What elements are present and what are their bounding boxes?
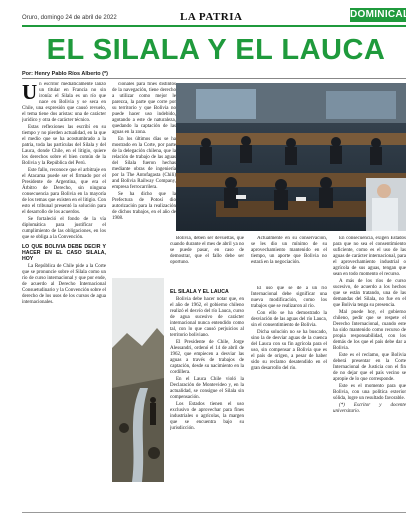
paragraph: Actualmente en su conservación, se les dio un mínimo de su aprovechamiento mantenido en el tiempo, un aporte que Bolivia no estará en la negociación. xyxy=(251,236,327,265)
paragraph: A más de los ríos de curso sucesivo, de acuerdo a los hechos que se están tratando, una de las demandas del Silala, no fue en el que Bolivia tenga su presencia. xyxy=(333,279,406,308)
article-column-4 xyxy=(251,236,327,280)
paragraph: La República de Chile pide a la Corte que se pronuncie sobre el Silala como un río de curso internacional y que por ende, de acuerdo al Derecho Internacional Consuetudinario y la Convención sobre el derecho de los usos de los cursos de agua internacionales. xyxy=(22,264,106,305)
section-badge xyxy=(350,8,410,22)
paragraph: Dicha solución no se ha buscado, sino la de desviar aguas de la cuenca del Lauca con su fin agrícola para el uso, sin compensar a Bolivia que es el país de origen, a pesar de haber sido su reclamo desatendido en el gran desarrollo del río. xyxy=(251,330,327,371)
article-headline: EL SILALA Y EL LAUCA xyxy=(46,34,386,66)
issue-date: Oruro, domingo 24 de abril de 2022 xyxy=(22,15,117,21)
header-rule xyxy=(22,25,406,27)
article-column-1 xyxy=(22,82,106,502)
section-label: DOMINICAL xyxy=(350,9,410,20)
article-byline: Por: Henry Pablo Ríos Alberto (*) xyxy=(22,71,108,77)
paragraph: El Presidente de Chile, Jorge Alessandri, ordenó el 14 de abril de 1962, que empiecen a desviar las aguas a través de trabajos de captación, desde su nacimiento en la cordillera. xyxy=(170,340,244,375)
page-footer xyxy=(22,512,406,518)
newspaper-name: LA PATRIA xyxy=(180,11,243,23)
paragraph: En el Lauca Chile violó la Declaración de Montevideo y, en la actualidad, se consigue el Silala sin compensación. xyxy=(170,377,244,400)
footer-rule xyxy=(22,512,406,513)
article-column-2 xyxy=(112,82,176,272)
page-header xyxy=(22,6,410,24)
article-column-5 xyxy=(333,236,406,511)
drop-cap: U xyxy=(22,82,38,104)
paragraph: El uso que se dé a un río Internacional debe significar una nueva modificación, como los trabajos que se realizaron al río. xyxy=(251,286,327,309)
paragraph: Este fallo, reconoce que el arbitraje en el Atacama puede ser el firmado por el Presidente de Argentina, que era el Árbitro de Derecho, sin ninguna consecuencia para Bolivia en la mayoría de los temas que existen en el litigio. Con esto el tribunal presentó la solución para el desarrollo de los acuerdos. xyxy=(22,168,106,215)
subheading: LO QUE BOLIVIA DEBE DECIR Y HACER EN EL CASO SILALA, HOY xyxy=(22,244,106,262)
paragraph: En los últimos días se ha mostrado en la Corte, por parte de la delegación chilena, que la relación de trabajo de las aguas del Silala fueron hechas mediante obras de ingeniería por la The Antofagasta (Chili) and Bolivia Railway Company, empresa ferrocarrilera. xyxy=(112,137,176,190)
author-note: (*) Escritor y docente universitario. xyxy=(333,403,406,414)
article-column-7 xyxy=(251,286,327,511)
photo-courtroom xyxy=(176,83,406,231)
article-column-3 xyxy=(170,236,244,280)
paragraph: Con ello se ha demostrado la desviación de las aguas del río Lauca, sin el consentimiento de Bolivia. xyxy=(251,311,327,328)
byline-rule xyxy=(22,78,406,79)
photo-river-landscape xyxy=(112,278,164,482)
paragraph: Se fortaleció el fondo de la vía diplomática para justificar el cumplimiento de las obligaciones, en los que se obliga a la Convención. xyxy=(22,217,106,240)
paragraph: En consecuencia, exigen Estados para que no sea el consentimiento suficiente, como es el uso de las aguas de carácter internacional, para el aprovechamiento industrial o agrícola de sus aguas, tengan que sean en todo momento el recurso. xyxy=(333,236,406,277)
paragraph: Este es el reclamo, que Bolivia deberá presentar en la Corte Internacional de Justicia con el fin de no dejar que el país vecino se apropie de lo que corresponde. xyxy=(333,353,406,382)
paragraph: Se ha dicho que la Prefectura de Potosí dio autorización para la realización de dichos trabajos, en el año de 1908. xyxy=(112,192,176,221)
paragraph: cionales para fines distintos de la navegación, tiene derecho a utilizar como mejor le parezca, la parte que corre por su territorio y que Bolivia no puede hacer uso indebido, agotando a este de naturaleza, quedando la captación de las aguas en la zona. xyxy=(112,82,176,135)
paragraph: Estas reflexiones las escribí en su tiempo y no pierden actualidad, en la que el medio que se ha acostumbrado a la patria, toda las partículas del Silala y del Lauca, donde Chile, en el litigio, quiere los derechos sobre el bien común de la Bolivia y la República del Perú. xyxy=(22,125,106,166)
subheading: EL SILALA Y EL LAUCA xyxy=(170,289,229,295)
paragraph: Mal puede hoy, el gobierno chileno, pedir que se respete el Derecho Internacional, cuando este ha sido mantenido como recurso de propia responsabilidad, con los demás de los que el país debe dar a Bolivia. xyxy=(333,310,406,351)
paragraph: Este es el momento para que Bolivia, con una política exterior sólida, logre un resultado favorable. xyxy=(333,384,406,401)
article-column-6 xyxy=(170,286,244,511)
paragraph: Bolivia debe hacer notar que, en el año de 1962, el gobierno chileno realizó el desvío del río Lauca, curso de agua sucesivo de carácter internacional nunca entendido como tal, con lo que causó perjuicios al territorio boliviano. xyxy=(170,297,244,338)
paragraph: Bolivia, deben ser devueltas, que cuando durante el mes de abril ya no se puede pasar, en caso de demostrar, que el fallo debe ser oportuno. xyxy=(170,236,244,265)
paragraph: Los Estados tienen el uso exclusivo de aprovechar para fines industriales o agrícolas, la margen que se encuentra bajo su jurisdicción. xyxy=(170,402,244,431)
paragraph: n escritor mediáticamente lanzó un titular en Francia no sin ironía: el Silala es un río que nace en Bolivia y se seca en Chile, una expresión que causó revuelo, el tema tiene dos aristas: una de carácter jurídico y otra de carácter técnico. xyxy=(22,82,106,123)
